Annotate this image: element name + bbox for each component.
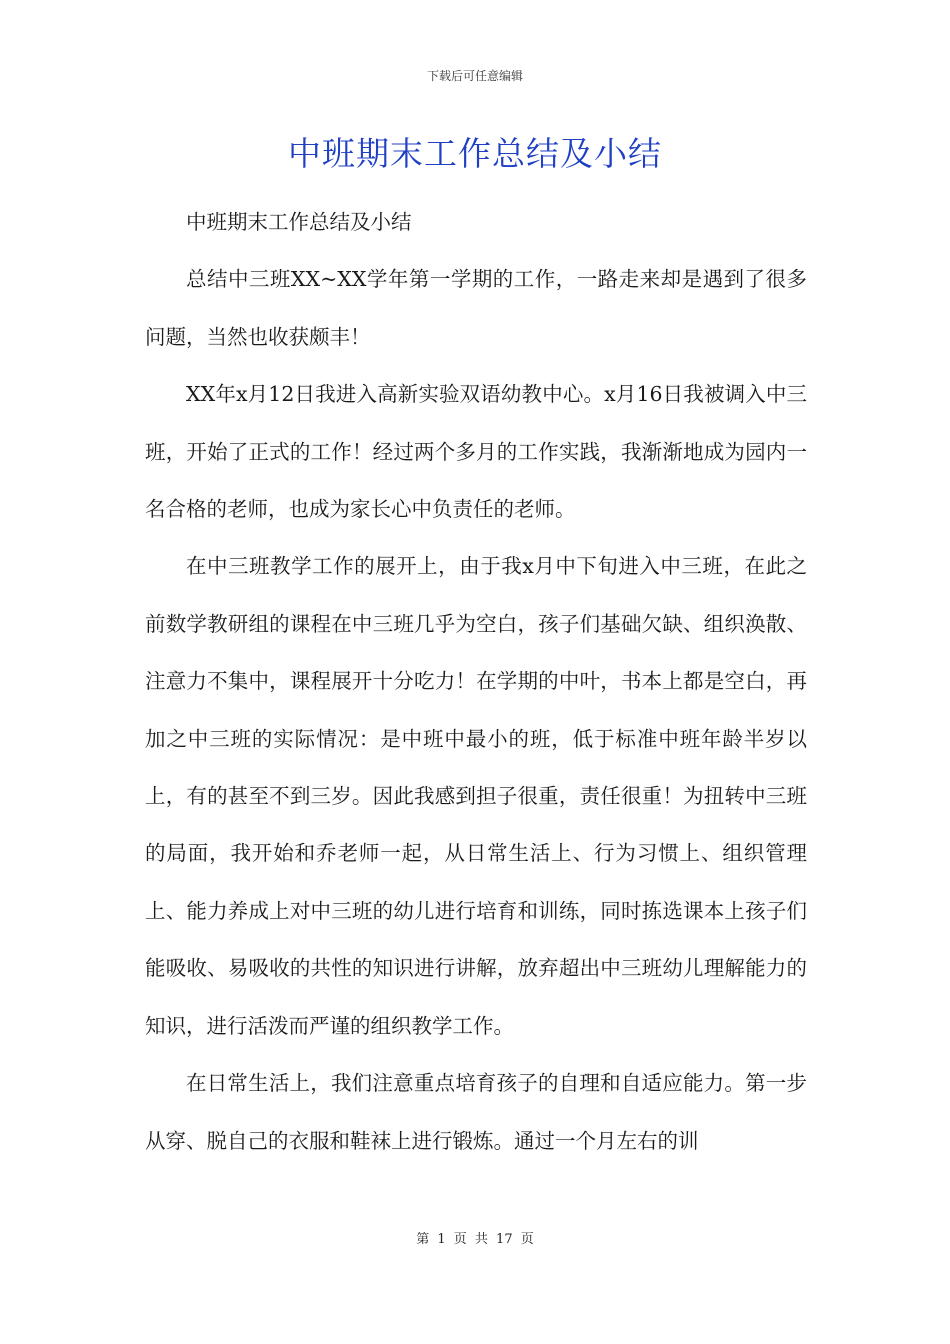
paragraph: 在日常生活上，我们注意重点培育孩子的自理和自适应能力。第一步从穿、脱自己的衣服和鞋袜上进行锻炼。通过一个月左右的训 xyxy=(145,1071,807,1153)
paragraph-subtitle: 中班期末工作总结及小结 xyxy=(186,210,412,234)
document-title: 中班期末工作总结及小结 xyxy=(288,134,662,173)
paragraph: 在中三班教学工作的展开上，由于我x月中下旬进入中三班，在此之前数学教研组的课程在中三班几乎为空白，孩子们基础欠缺、组织涣散、注意力不集中，课程展开十分吃力！在学期的中叶，书本上都是空白，再加之中三班的实际情况：是中班中最小的班，低于标准中班年龄半岁以上，有的甚至不到三岁。因此我感到担子很重，责任很重！为扭转中三班的局面，我开始和乔老师一起，从日常生活上、行为习惯上、组织管理上、能力养成上对中三班的幼儿进行培育和训练，同时拣选课本上孩子们能吸收、易吸收的共性的知识进行讲解，放弃超出中三班幼儿理解能力的知识，进行活泼而严谨的组织教学工作。 xyxy=(145,554,807,1038)
paragraph: 总结中三班XX~XX学年第一学期的工作，一路走来却是遇到了很多问题，当然也收获颇丰！ xyxy=(145,267,807,349)
paragraph: XX年x月12日我进入高新实验双语幼教中心。x月16日我被调入中三班，开始了正式的工作！经过两个多月的工作实践，我渐渐地成为园内一名合格的老师，也成为家长心中负责任的老师。 xyxy=(145,382,807,522)
page-number-footer: 第 1 页 共 17 页 xyxy=(416,1232,534,1247)
document-body xyxy=(145,194,807,1170)
page-header-note: 下载后可任意编辑 xyxy=(426,69,523,83)
